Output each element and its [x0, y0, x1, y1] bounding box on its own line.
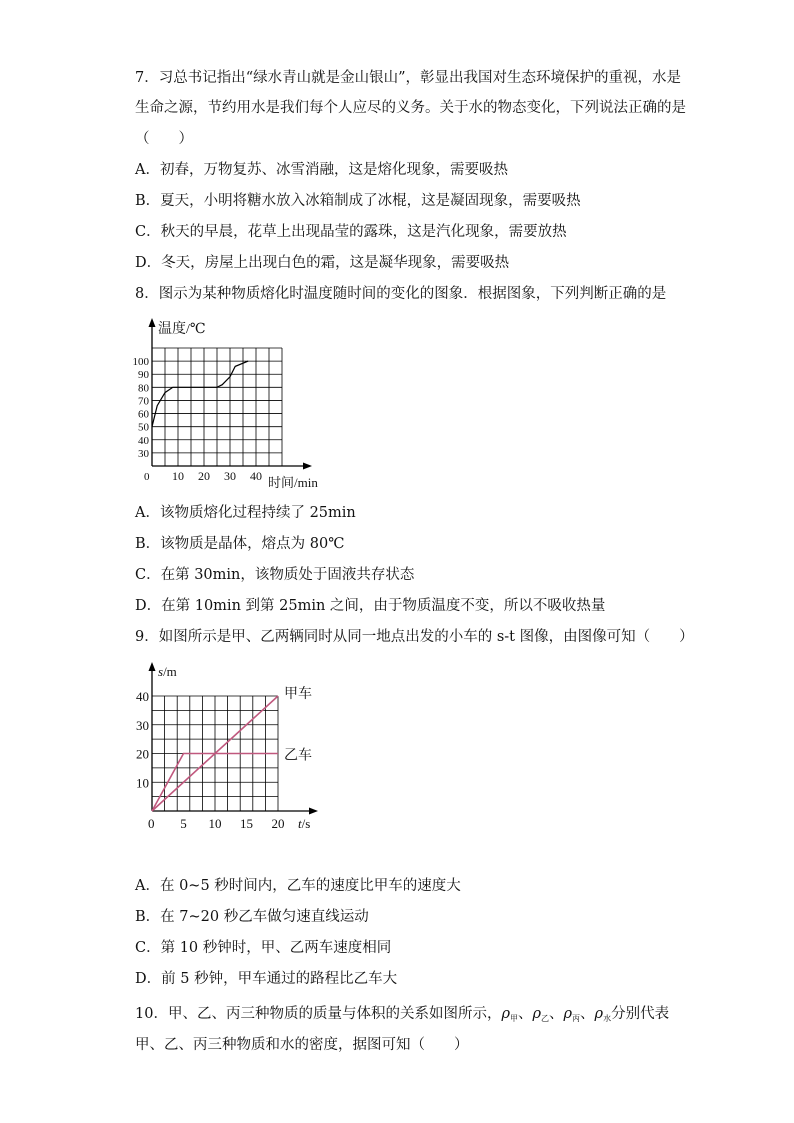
rho-bing: $\rho_丙$ [563, 1006, 581, 1023]
melting-graph-origin: 0 [144, 471, 150, 483]
st-graph-x-label: t/s [298, 816, 311, 831]
q9-option-d: D．前 5 秒钟，甲车通过的路程比乙车大 [135, 971, 398, 987]
q9-stem: 9．如图所示是甲、乙两辆同时从同一地点出发的小车的 s-t 图像，由图像可知（ ） [135, 629, 694, 645]
st-x-tick: 5 [180, 816, 187, 831]
q7-option-c: C．秋天的早晨，花草上出现晶莹的露珠，这是汽化现象，需要放热 [135, 224, 567, 240]
q7-answer-blank: （ ） [135, 131, 193, 147]
q9-option-c: C．第 10 秒钟时，甲、乙两车速度相同 [135, 940, 392, 956]
melting-graph-x-label: 时间/min [268, 475, 318, 490]
q7-option-d: D．冬天，房屋上出现白色的霜，这是凝华现象，需要吸热 [135, 255, 510, 271]
st-y-tick: 20 [136, 746, 149, 762]
st-graph-y-arrow [149, 662, 156, 671]
melting-y-tick: 80 [138, 382, 149, 395]
melting-x-tick: 10 [172, 469, 184, 483]
q8-option-c: C．在第 30min，该物质处于固液共存状态 [135, 567, 415, 583]
st-graph-y-label: s/m [158, 664, 177, 679]
st-y-tick: 30 [136, 717, 149, 733]
rho-jia: $\rho_甲$ [501, 1006, 518, 1023]
melting-y-tick: 90 [138, 369, 149, 382]
melting-y-tick: 60 [138, 408, 149, 421]
q8-option-d: D．在第 10min 到第 25min 之间，由于物质温度不变，所以不吸收热量 [135, 598, 606, 614]
q7-option-b: B．夏天，小明将糖水放入冰箱制成了冰棍，这是凝固现象，需要吸热 [135, 193, 581, 209]
q7-stem-line1: 7．习总书记指出“绿水青山就是金山银山”，彰显出我国对生态环境保护的重视，水是 [135, 70, 682, 86]
melting-y-tick: 50 [138, 421, 149, 434]
melting-y-tick: 30 [138, 447, 149, 460]
q9-option-a: A．在 0~5 秒时间内，乙车的速度比甲车的速度大 [135, 878, 461, 894]
st-y-tick: 40 [136, 689, 149, 704]
jia-car-line-label: 甲车 [284, 687, 312, 702]
rho-shui: $\rho_水$ [594, 1006, 612, 1023]
st-x-tick: 15 [240, 816, 253, 831]
q8-option-a: A．该物质熔化过程持续了 25min [135, 505, 356, 521]
q7-stem-line2: 生命之源，节约用水是我们每个人应尽的义务。关于水的物态变化，下列说法正确的是 [135, 100, 686, 116]
yi-car-line-label: 乙车 [284, 748, 312, 764]
melting-x-tick: 40 [250, 469, 262, 483]
rho-yi: $\rho_乙$ [532, 1006, 550, 1023]
q9-option-b: B．在 7~20 秒乙车做匀速直线运动 [135, 909, 369, 925]
st-graph-origin: 0 [148, 816, 155, 831]
st-graph-x-arrow [309, 808, 318, 815]
q10-stem-line2: 甲、乙、丙三种物质和水的密度，据图可知（ ） [135, 1037, 469, 1053]
melting-graph-y-label: 温度/℃ [158, 322, 206, 337]
q8-option-b: B．该物质是晶体，熔点为 80℃ [135, 536, 345, 552]
melting-y-tick: 70 [138, 395, 149, 408]
q10-stem-line1: 10．甲、乙、丙三种物质的质量与体积的关系如图所示，$\rho_甲$、$\rho_乙$、$\rho_丙$、$\rho_水$分别代表 [135, 1006, 670, 1023]
st-x-tick: 10 [208, 816, 222, 831]
melting-y-tick: 40 [138, 434, 149, 447]
st-x-tick: 20 [271, 816, 285, 831]
melting-y-tick: 100 [132, 356, 149, 369]
q7-option-a: A．初春，万物复苏、冰雪消融，这是熔化现象，需要吸热 [135, 162, 508, 178]
melting-x-tick: 30 [224, 469, 236, 483]
q8-stem: 8．图示为某种物质熔化时温度随时间的变化的图象．根据图象，下列判断正确的是 [135, 286, 667, 302]
st-y-tick: 10 [136, 775, 149, 791]
melting-x-tick: 20 [198, 469, 210, 483]
